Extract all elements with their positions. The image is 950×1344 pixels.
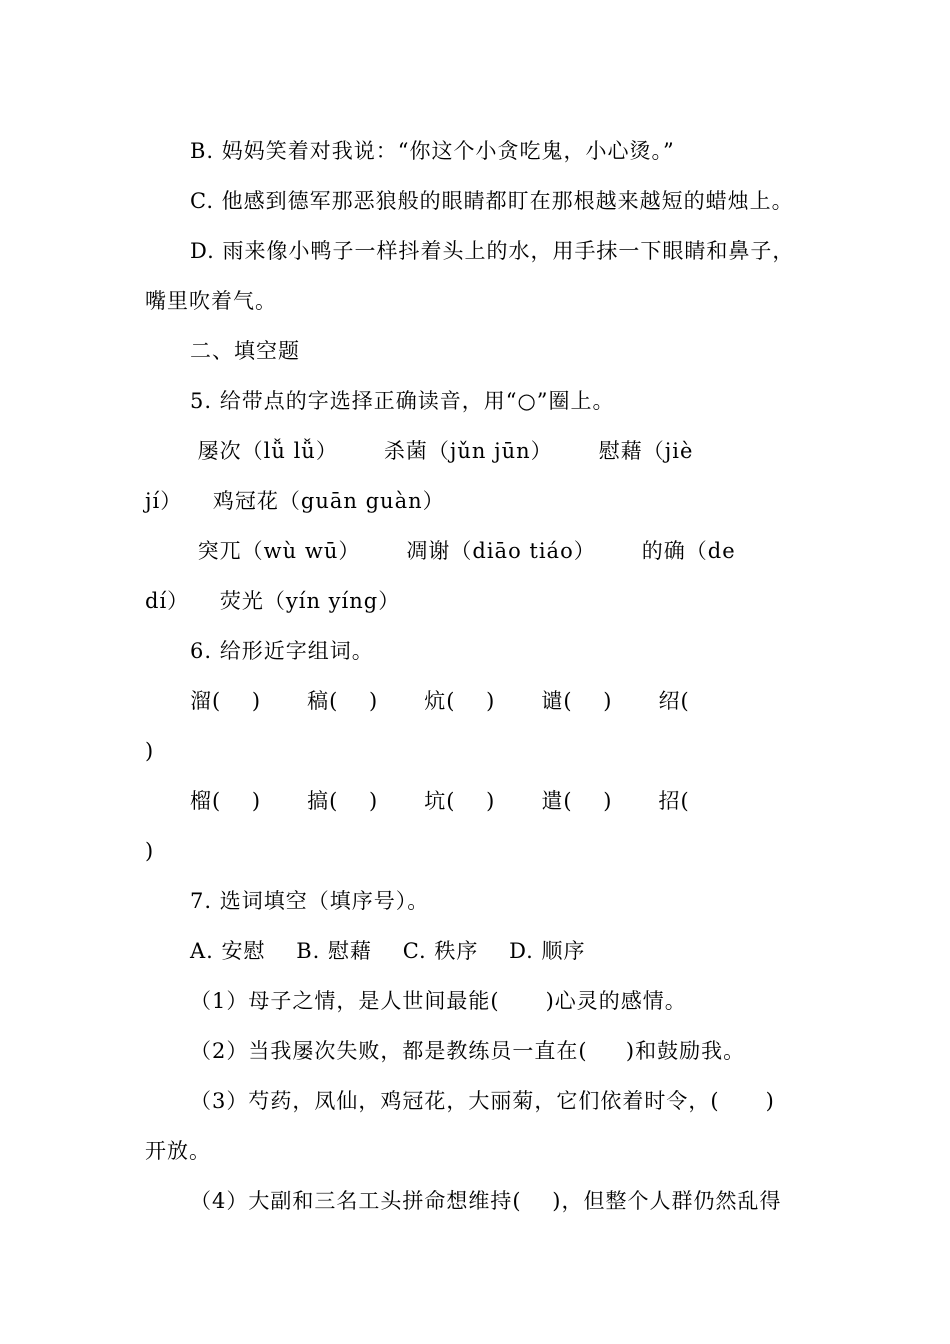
question-7: 7. 选词填空（填序号）。 <box>190 889 430 913</box>
q5-row-1: 屡次（lǚ lǚ） 杀菌（jǔn jūn） 慰藉（jiè <box>190 439 694 463</box>
q6-row-2-continued: ) <box>145 839 155 863</box>
q5-row-1-continued: jí） 鸡冠花（guān guàn） <box>145 489 445 513</box>
q6-row-1: 溜( ) 稿( ) 炕( ) 谴( ) 绍( <box>190 689 690 713</box>
option-b: B. 妈妈笑着对我说：“你这个小贪吃鬼，小心烫。” <box>190 139 675 163</box>
question-5: 5. 给带点的字选择正确读音，用“○”圈上。 <box>190 389 615 413</box>
q5-row-2: 突兀（wù wū） 凋谢（diāo tiáo） 的确（de <box>190 539 736 563</box>
option-d-continued: 嘴里吹着气。 <box>145 289 277 313</box>
option-d: D. 雨来像小鸭子一样抖着头上的水，用手抹一下眼睛和鼻子， <box>190 239 795 263</box>
question-6: 6. 给形近字组词。 <box>190 639 374 663</box>
option-c: C. 他感到德军那恶狼般的眼睛都盯在那根越来越短的蜡烛上。 <box>190 189 794 213</box>
q7-item-1: （1）母子之情，是人世间最能( )心灵的感情。 <box>190 989 687 1013</box>
q7-item-2: （2）当我屡次失败，都是教练员一直在( )和鼓励我。 <box>190 1039 746 1063</box>
q7-item-3-continued: 开放。 <box>145 1139 211 1163</box>
q7-options: A. 安慰 B. 慰藉 C. 秩序 D. 顺序 <box>190 939 586 963</box>
q6-row-1-continued: ) <box>145 739 155 763</box>
q7-item-4: （4）大副和三名工头拼命想维持( )，但整个人群仍然乱得 <box>190 1189 782 1213</box>
section-heading: 二、填空题 <box>190 339 300 363</box>
q5-row-2-continued: dí） 荧光（yín yíng） <box>145 589 401 613</box>
q6-row-2: 榴( ) 搞( ) 坑( ) 遣( ) 招( <box>190 789 690 813</box>
q7-item-3: （3）芍药，凤仙，鸡冠花，大丽菊，它们依着时令，( ) <box>190 1089 775 1113</box>
